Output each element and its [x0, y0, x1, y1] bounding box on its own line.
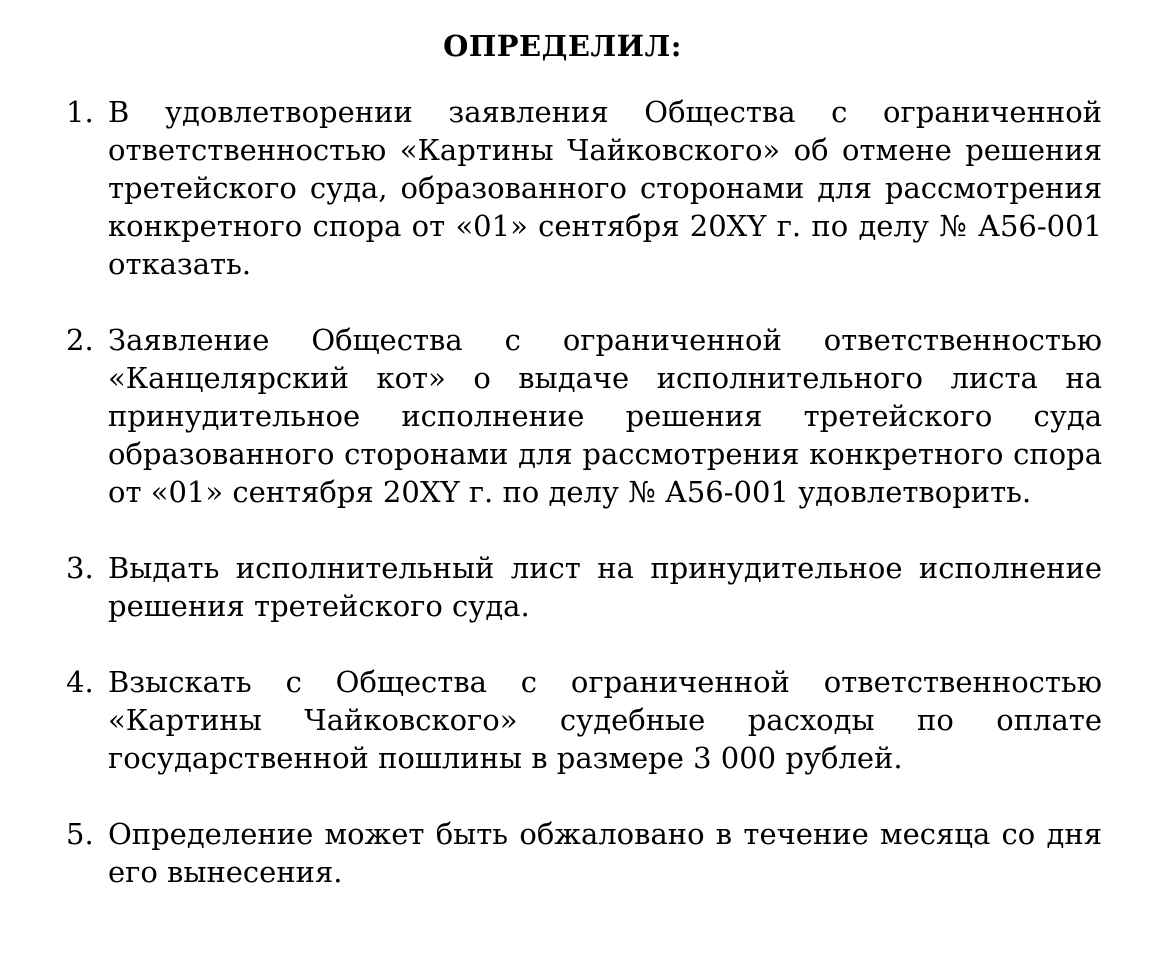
ruling-item-text: В удовлетворении заявления Общества с ограниченной ответственностью «Картины Чайковского» об отмене решения третейского суда, образованного сторонами для рассмотрения конкретного спора от «01» сентября 20XY г. по делу № А56-001 отказать.: [108, 95, 1102, 281]
ruling-item-2: [62, 321, 1102, 511]
ruling-item-text: Взыскать с Общества с ограниченной ответственностью «Картины Чайковского» судебные расходы по оплате государственной пошлины в размере 3 000 рублей.: [108, 665, 1102, 775]
ruling-item-number: 1.: [66, 95, 94, 129]
ruling-item-number: 5.: [66, 817, 94, 851]
ruling-item-number: 3.: [66, 551, 94, 585]
ruling-item-3: [62, 549, 1102, 625]
ruling-item-text: Выдать исполнительный лист на принудительное исполнение решения третейского суда.: [108, 551, 1102, 623]
ruling-item-number: 2.: [66, 323, 94, 357]
ruling-item-4: [62, 663, 1102, 777]
ruling-item-text: Заявление Общества с ограниченной ответственностью «Канцелярский кот» о выдаче исполнительного листа на принудительное исполнение решения третейского суда образованного сторонами для рассмотрения конкретного спора от «01» сентября 20XY г. по делу № А56-001 удовлетворить.: [108, 323, 1102, 509]
ruling-item-text: Определение может быть обжаловано в течение месяца со дня его вынесения.: [108, 817, 1102, 889]
ruling-item-number: 4.: [66, 665, 94, 699]
ruling-item-5: [62, 815, 1102, 891]
document-heading: ОПРЕДЕЛИЛ:: [443, 29, 682, 63]
ruling-list: [62, 93, 1102, 929]
ruling-item-1: [62, 93, 1102, 283]
